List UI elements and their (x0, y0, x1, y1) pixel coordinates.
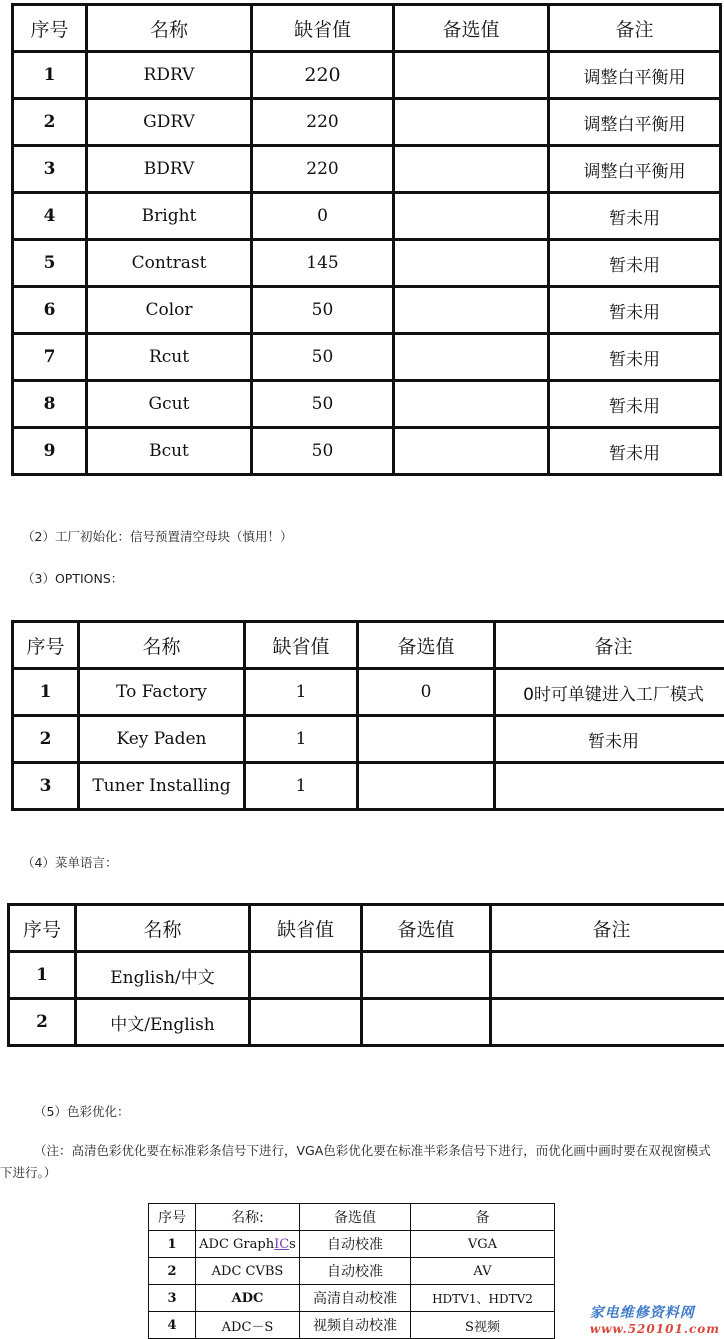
row-name: Bcut (87, 428, 252, 475)
header-remark: 备注 (549, 5, 721, 52)
row-name: Contrast (87, 240, 252, 287)
table-row (149, 1258, 555, 1285)
row-default: 145 (252, 240, 394, 287)
section-menu-language: （4）菜单语言： (22, 853, 117, 871)
header-default: 缺省值 (250, 905, 362, 952)
row-alt (394, 52, 549, 99)
row-default: 50 (252, 287, 394, 334)
watermark-cn: 家电维修资料网 (590, 1302, 720, 1322)
section-options: （3）OPTIONS： (22, 569, 123, 587)
row-remark: 调整白平衡用 (549, 146, 721, 193)
row-no: 8 (13, 381, 87, 428)
table-row (13, 669, 724, 716)
header-remark: 备注 (495, 622, 724, 669)
row-default: 1 (245, 763, 358, 810)
ic-link[interactable]: IC (274, 1237, 289, 1252)
row-no: 7 (13, 334, 87, 381)
row-name: GDRV (87, 99, 252, 146)
color-optimization-table (148, 1203, 555, 1339)
row-default: 220 (252, 99, 394, 146)
row-remark: 暂未用 (549, 240, 721, 287)
row-remark (491, 952, 724, 999)
row-remark: 调整白平衡用 (549, 99, 721, 146)
row-no: 1 (149, 1231, 196, 1258)
table-header-row (149, 1204, 555, 1231)
row-default: 50 (252, 334, 394, 381)
table-row (9, 952, 724, 999)
row-alt (362, 999, 491, 1046)
row-no: 9 (13, 428, 87, 475)
row-no: 2 (13, 99, 87, 146)
row-default: 50 (252, 428, 394, 475)
table-header-row (13, 622, 724, 669)
row-no: 4 (149, 1312, 196, 1339)
row-name: ADC (196, 1285, 300, 1312)
table-row (13, 716, 724, 763)
row-name-suffix: s (289, 1237, 296, 1252)
header-no: 序号 (13, 5, 87, 52)
row-alt (358, 763, 495, 810)
header-default: 缺省值 (252, 5, 394, 52)
row-no: 6 (13, 287, 87, 334)
row-no: 2 (9, 999, 76, 1046)
header-name: 名称: (196, 1204, 300, 1231)
row-name: BDRV (87, 146, 252, 193)
table-row (13, 240, 721, 287)
table-row (9, 999, 724, 1046)
row-no: 1 (13, 669, 79, 716)
row-name: Bright (87, 193, 252, 240)
table-row (13, 334, 721, 381)
options-table (11, 620, 724, 811)
table-row (13, 52, 721, 99)
row-name: Gcut (87, 381, 252, 428)
row-no: 3 (149, 1285, 196, 1312)
row-remark: 暂未用 (549, 193, 721, 240)
row-remark: 暂未用 (495, 716, 724, 763)
row-remark: 0时可单键进入工厂模式 (495, 669, 724, 716)
header-remark: 备注 (491, 905, 724, 952)
table-header-row (13, 5, 721, 52)
row-remark: 暂未用 (549, 381, 721, 428)
table-row (149, 1285, 555, 1312)
row-default: 50 (252, 381, 394, 428)
row-name: ADC－S (196, 1312, 300, 1339)
row-alt (394, 381, 549, 428)
row-alt (394, 428, 549, 475)
row-alt (394, 99, 549, 146)
header-alt: 备选值 (394, 5, 549, 52)
row-remark: VGA (411, 1231, 555, 1258)
row-default: 1 (245, 716, 358, 763)
row-alt (394, 240, 549, 287)
row-name: English/中文 (76, 952, 250, 999)
row-name: RDRV (87, 52, 252, 99)
header-name: 名称 (79, 622, 245, 669)
row-alt: 高清自动校准 (300, 1285, 411, 1312)
table-row (13, 146, 721, 193)
row-no: 3 (13, 146, 87, 193)
row-name: Color (87, 287, 252, 334)
table-row (13, 287, 721, 334)
row-no: 4 (13, 193, 87, 240)
row-name: 中文/English (76, 999, 250, 1046)
header-default: 缺省值 (245, 622, 358, 669)
row-default: 1 (245, 669, 358, 716)
header-no: 序号 (149, 1204, 196, 1231)
row-remark: 暂未用 (549, 287, 721, 334)
row-no: 2 (149, 1258, 196, 1285)
row-alt (394, 146, 549, 193)
parameter-table (11, 3, 722, 476)
row-remark (491, 999, 724, 1046)
header-remark: 备 (411, 1204, 555, 1231)
row-no: 3 (13, 763, 79, 810)
table-row (13, 428, 721, 475)
watermark-url: www.520101.com (590, 1322, 720, 1336)
table-row (13, 99, 721, 146)
row-name: ADC CVBS (196, 1258, 300, 1285)
header-no: 序号 (9, 905, 76, 952)
site-watermark (590, 1302, 720, 1336)
row-alt: 0 (358, 669, 495, 716)
row-default (250, 952, 362, 999)
row-default: 220 (252, 146, 394, 193)
row-alt (358, 716, 495, 763)
language-table (7, 903, 724, 1047)
row-alt (394, 334, 549, 381)
header-alt: 备选值 (300, 1204, 411, 1231)
row-alt (362, 952, 491, 999)
table-header-row (9, 905, 724, 952)
row-name: Tuner Installing (79, 763, 245, 810)
row-remark: 暂未用 (549, 334, 721, 381)
table-row (13, 381, 721, 428)
row-remark: 暂未用 (549, 428, 721, 475)
row-name-prefix: ADC Graph (199, 1237, 274, 1252)
header-name: 名称 (76, 905, 250, 952)
header-alt: 备选值 (362, 905, 491, 952)
row-remark: AV (411, 1258, 555, 1285)
row-no: 1 (9, 952, 76, 999)
header-name: 名称 (87, 5, 252, 52)
row-no: 1 (13, 52, 87, 99)
row-remark: S视频 (411, 1312, 555, 1339)
row-remark: HDTV1、HDTV2 (411, 1285, 555, 1312)
row-alt: 视频自动校准 (300, 1312, 411, 1339)
table-row (149, 1231, 555, 1258)
section-color-optimization: （5）色彩优化： (34, 1102, 129, 1120)
color-optimization-note: （注：高清色彩优化要在标准彩条信号下进行，VGA色彩优化要在标准半彩条信号下进行，而优化画中画时要在双视窗模式下进行。） (0, 1140, 720, 1184)
row-default: 220 (252, 52, 394, 99)
row-default (250, 999, 362, 1046)
table-row (149, 1312, 555, 1339)
table-row (13, 193, 721, 240)
row-name: To Factory (79, 669, 245, 716)
row-alt (394, 193, 549, 240)
section-factory-init: （2）工厂初始化：信号预置清空母块（慎用！） (22, 527, 292, 545)
row-remark (495, 763, 724, 810)
row-alt: 自动校准 (300, 1258, 411, 1285)
row-name: Rcut (87, 334, 252, 381)
row-remark: 调整白平衡用 (549, 52, 721, 99)
row-no: 2 (13, 716, 79, 763)
row-alt (394, 287, 549, 334)
row-name (196, 1231, 300, 1258)
header-no: 序号 (13, 622, 79, 669)
row-alt: 自动校准 (300, 1231, 411, 1258)
row-default: 0 (252, 193, 394, 240)
header-alt: 备选值 (358, 622, 495, 669)
row-name: Key Paden (79, 716, 245, 763)
table-row (13, 763, 724, 810)
row-no: 5 (13, 240, 87, 287)
